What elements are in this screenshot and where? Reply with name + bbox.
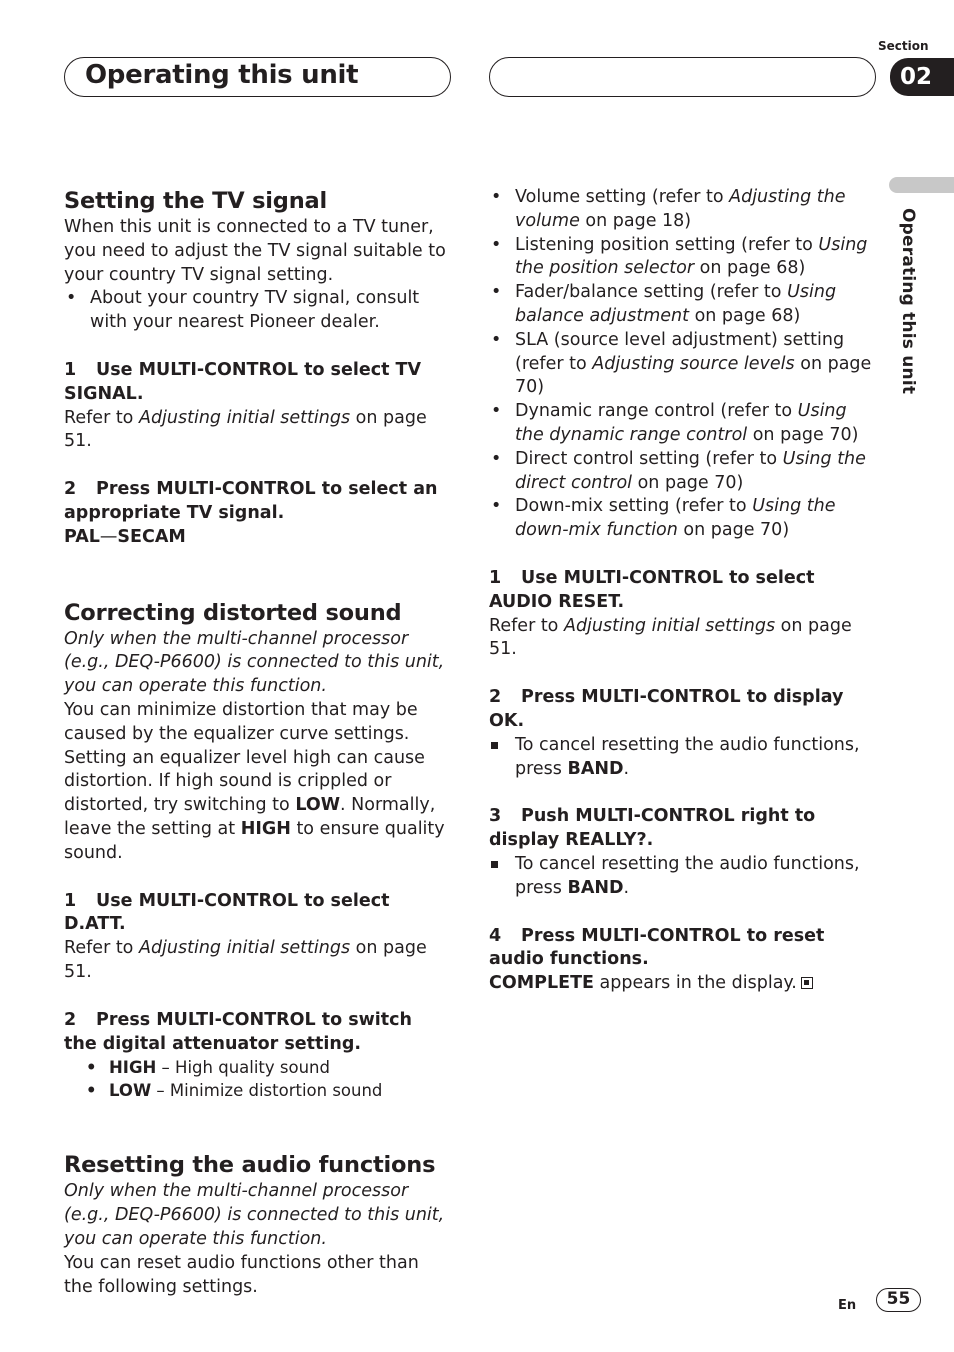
tv-bullet: • About your country TV signal, consult with your nearest Pioneer dealer. xyxy=(64,287,446,335)
note-square-icon xyxy=(491,861,498,868)
reset-step-3: 3 Push MULTI-CONTROL right to display REALLY?. xyxy=(489,806,816,851)
end-mark-icon xyxy=(801,977,813,989)
distort-note: Only when the multi-channel processor (e.g., DEQ-P6600) is connected to this unit, you can operate this function. xyxy=(64,628,445,697)
distort-options xyxy=(64,1056,446,1102)
list-item: • Dynamic range control (refer to Using the dynamic range control on page 70) xyxy=(489,400,877,448)
option-low: • LOW – Minimize distortion sound xyxy=(64,1079,446,1102)
heading-tv-signal: Setting the TV signal xyxy=(64,188,328,214)
tv-bullet-list xyxy=(64,287,446,335)
reset-step-2-note: To cancel resetting the audio functions, press BAND. xyxy=(489,734,877,782)
list-item: • Fader/balance setting (refer to Using balance adjustment on page 68) xyxy=(489,281,877,329)
reset-step-1-ref: Refer to Adjusting initial settings on page 51. xyxy=(489,615,852,660)
right-column xyxy=(489,186,877,996)
section-number: 02 xyxy=(890,58,954,96)
excluded-settings-list xyxy=(489,186,877,543)
distort-step-2: 2 Press MULTI-CONTROL to switch the digital attenuator setting. xyxy=(64,1009,412,1054)
reset-note: Only when the multi-channel processor (e.g., DEQ-P6600) is connected to this unit, you can operate this function. xyxy=(64,1181,445,1249)
list-item: • Down-mix setting (refer to Using the down-mix function on page 70) xyxy=(489,495,877,543)
distort-body: You can minimize distortion that may be caused by the equalizer curve settings. Setting an equalizer level high can cause distortion. If high sound is crippled or distorted, try switching to LOW. Normally, leave the setting at HIGH to ensure quality sound. xyxy=(64,699,445,863)
note-square-icon xyxy=(491,742,498,749)
side-tab-marker xyxy=(889,177,954,193)
left-column xyxy=(64,186,446,1299)
distort-step-1: 1 Use MULTI-CONTROL to select D.ATT. xyxy=(64,890,390,935)
tv-step-1: 1 Use MULTI-CONTROL to select TV SIGNAL. xyxy=(64,359,422,404)
side-tab-text: Operating this unit xyxy=(898,208,918,395)
heading-distorted-sound: Correcting distorted sound xyxy=(64,599,402,626)
reset-step-1: 1 Use MULTI-CONTROL to select AUDIO RESET. xyxy=(489,567,815,612)
footer-language: En xyxy=(838,1298,857,1313)
tv-step-1-ref: Refer to Adjusting initial settings on page 51. xyxy=(64,407,427,452)
reset-step-4-result: COMPLETE appears in the display. xyxy=(489,972,877,996)
reset-body: You can reset audio functions other than the following settings. xyxy=(64,1252,419,1297)
list-item: • Volume setting (refer to Adjusting the volume on page 18) xyxy=(489,186,877,234)
reset-step-3-note: To cancel resetting the audio functions, press BAND. xyxy=(489,853,877,901)
list-item: • Direct control setting (refer to Using the direct control on page 70) xyxy=(489,448,877,496)
reset-step-2: 2 Press MULTI-CONTROL to display OK. xyxy=(489,687,844,731)
header-title-frame xyxy=(64,57,451,97)
tv-step-2: 2 Press MULTI-CONTROL to select an appropriate TV signal. xyxy=(64,479,438,523)
section-label: Section xyxy=(878,39,929,53)
distort-step-1-ref: Refer to Adjusting initial settings on page 51. xyxy=(64,938,427,982)
header-blank-frame xyxy=(489,57,876,97)
page-title: Operating this unit xyxy=(85,60,359,90)
option-high: • HIGH – High quality sound xyxy=(64,1056,446,1079)
heading-reset-audio: Resetting the audio functions xyxy=(64,1152,436,1179)
reset-step-4: 4 Press MULTI-CONTROL to reset audio functions. xyxy=(489,925,825,970)
tv-step-2-values: PAL—SECAM xyxy=(64,526,186,547)
tv-intro: When this unit is connected to a TV tuner, you need to adjust the TV signal suitable to your country TV signal setting. xyxy=(64,217,446,285)
list-item: • Listening position setting (refer to Using the position selector on page 68) xyxy=(489,234,877,282)
page-number: 55 xyxy=(876,1288,921,1312)
list-item: • SLA (source level adjustment) setting (refer to Adjusting source levels on page 70) xyxy=(489,329,877,400)
